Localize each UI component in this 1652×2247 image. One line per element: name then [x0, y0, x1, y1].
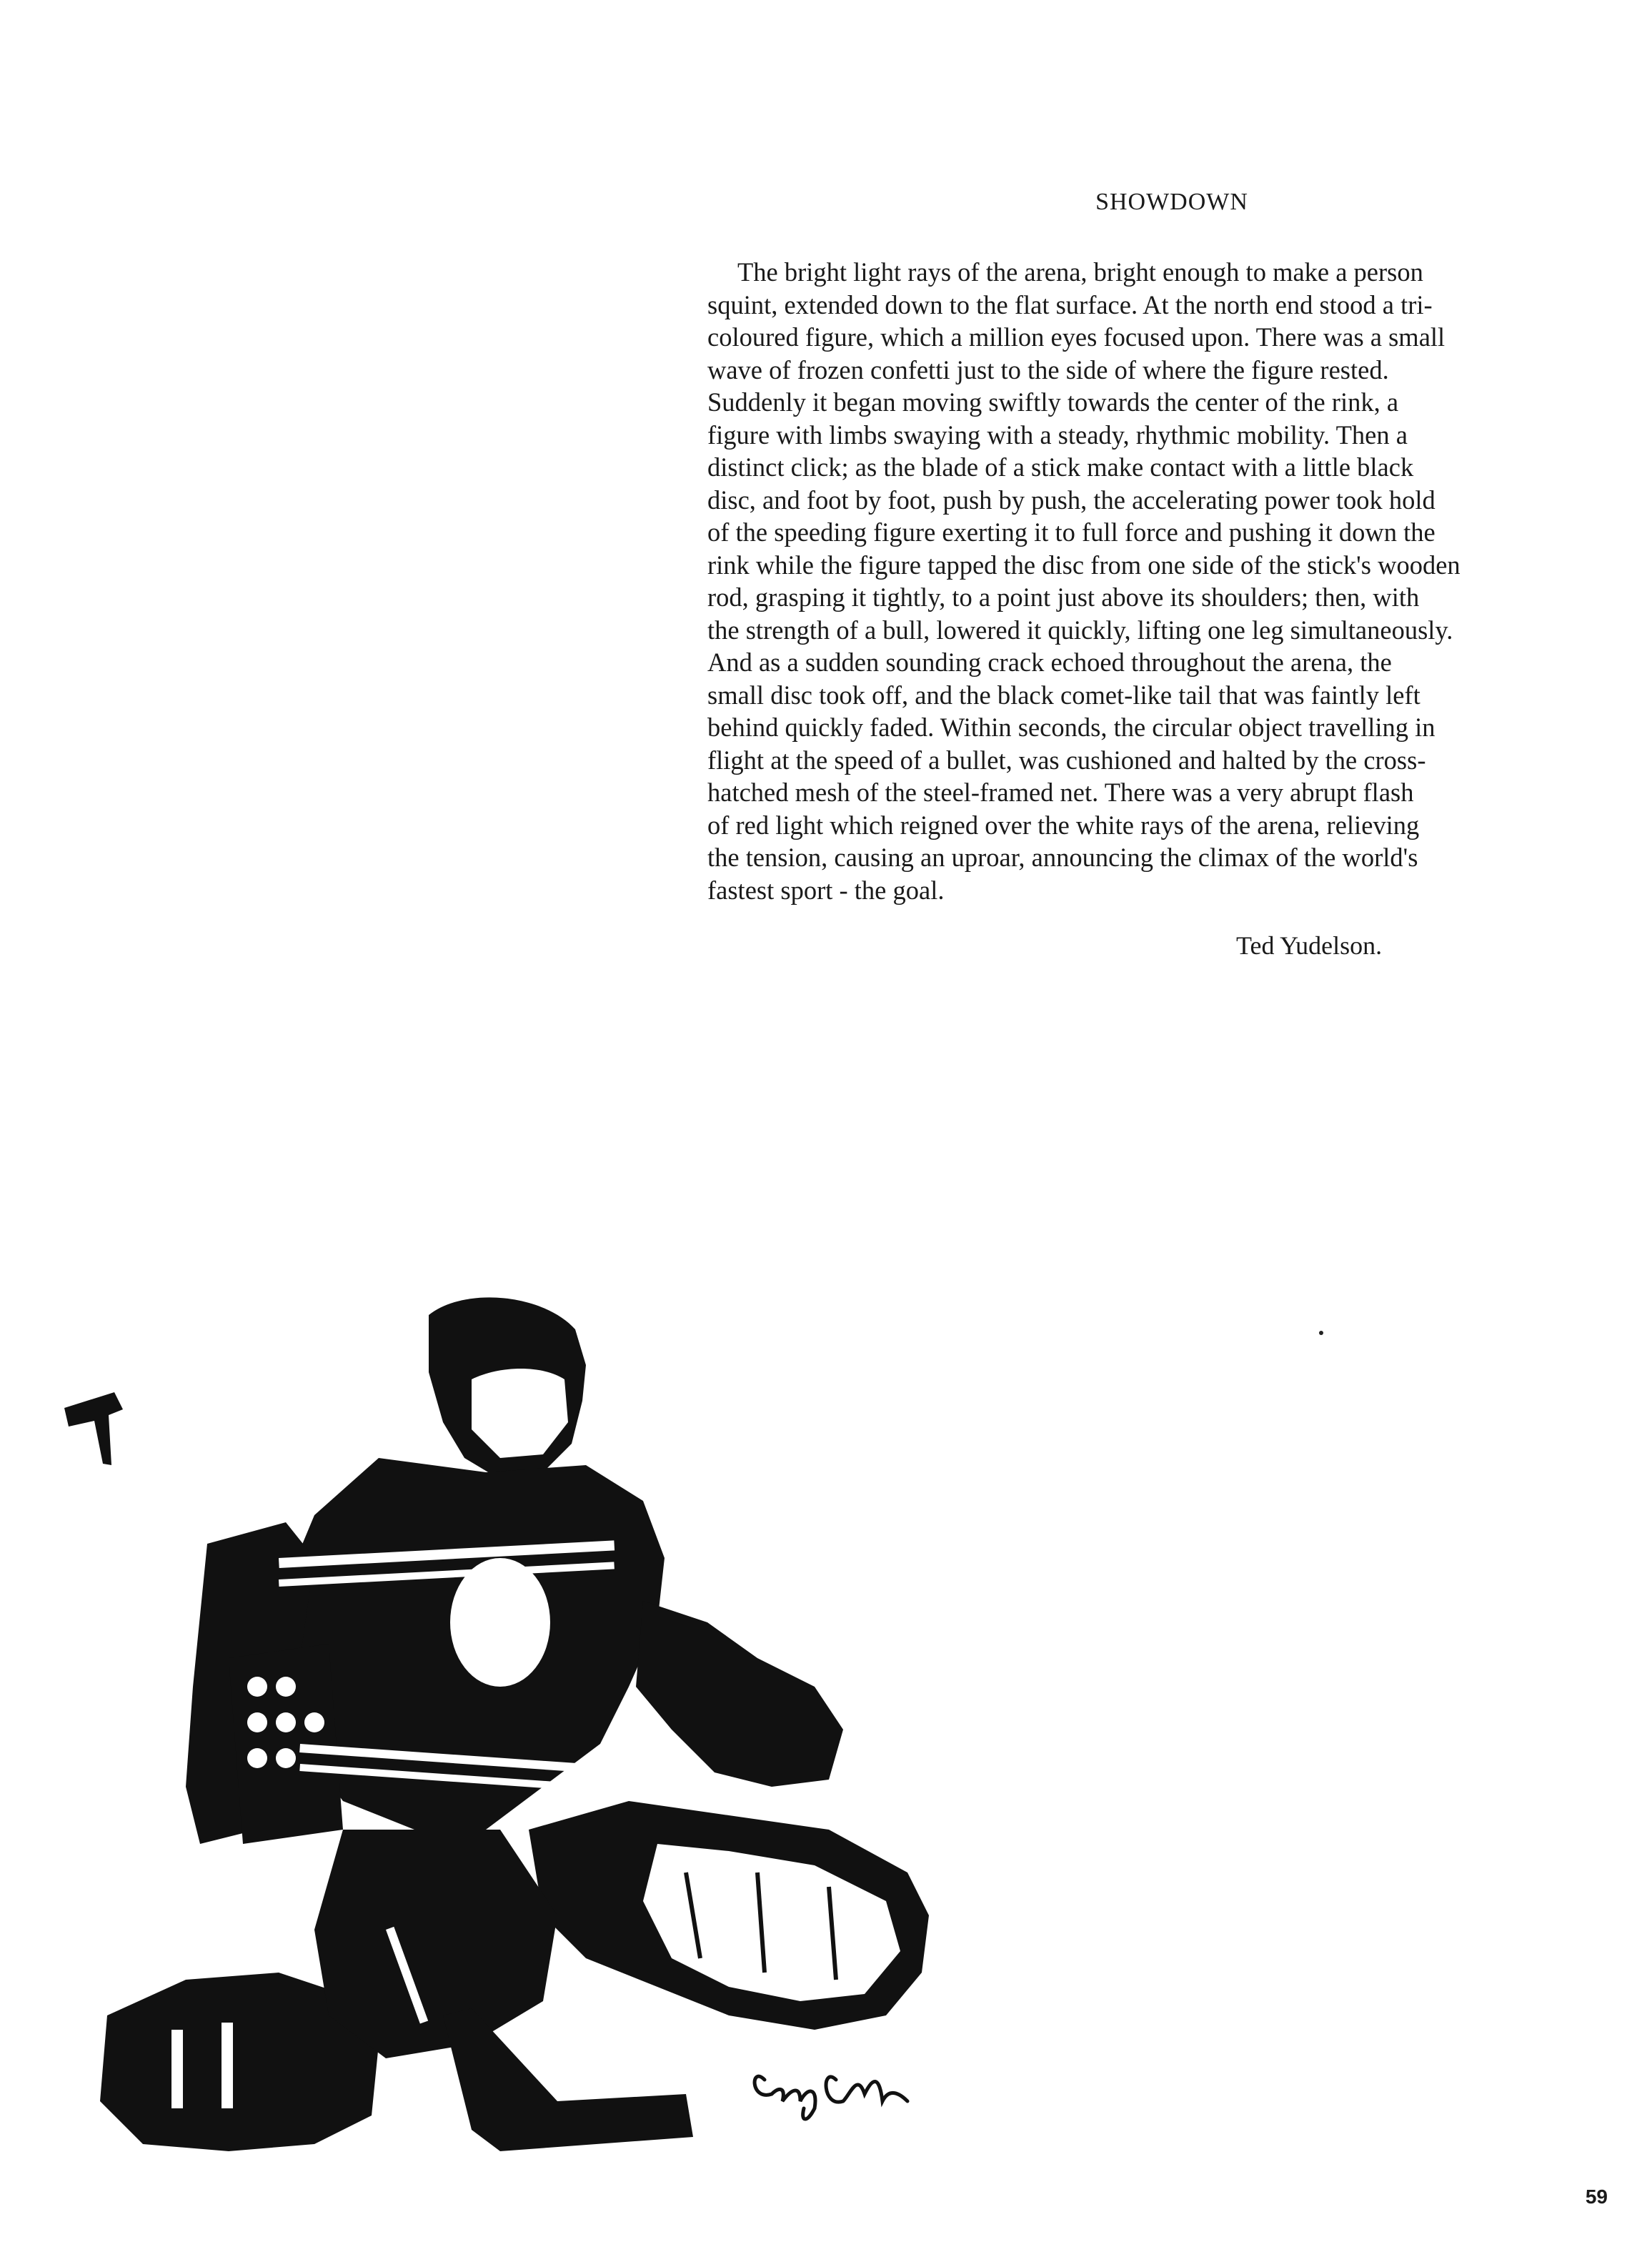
blocker-detail [247, 1748, 267, 1768]
story-line: squint, extended down to the flat surface. At the north end stood a tri- [707, 289, 1433, 319]
blocker-detail [276, 1748, 296, 1768]
blocker-detail [304, 1712, 324, 1732]
blocker-detail [276, 1712, 296, 1732]
story-line: of the speeding figure exerting it to full force and pushing it down the [707, 517, 1435, 547]
story-line: figure with limbs swaying with a steady, rhythmic mobility. Then a [707, 420, 1408, 450]
goalie-illustration [43, 1286, 1043, 2187]
story-body [707, 256, 1572, 906]
signature-stroke [755, 2076, 815, 2119]
jersey-crest [450, 1558, 550, 1687]
story-line: And as a sudden sounding crack echoed throughout the arena, the [707, 648, 1392, 677]
story-line: coloured figure, which a million eyes focused upon. There was a small [707, 322, 1446, 352]
story-line: rod, grasping it tightly, to a point just above its shoulders; then, with [707, 582, 1420, 612]
goalie-pants [314, 1830, 557, 2058]
left-pad-stripe [222, 2023, 233, 2108]
story-line: wave of frozen confetti just to the side of where the figure rested. [707, 354, 1389, 385]
goalie-catch-glove [636, 1601, 843, 1787]
story-line: Suddenly it began moving swiftly towards the center of the rink, a [707, 387, 1399, 417]
story-line: hatched mesh of the steel-framed net. There was a very abrupt flash [707, 778, 1414, 807]
story-line: rink while the figure tapped the disc from one side of the stick's wooden [707, 550, 1461, 580]
ink-speck [1319, 1331, 1323, 1335]
story-author: Ted Yudelson. [1236, 931, 1383, 960]
goalie-stick [443, 2008, 693, 2151]
blocker-detail [276, 1677, 296, 1697]
story-line: the strength of a bull, lowered it quickly, lifting one leg simultaneously. [707, 615, 1453, 645]
blocker-detail [247, 1677, 267, 1697]
story-line: flight at the speed of a bullet, was cushioned and halted by the cross- [707, 745, 1426, 775]
story-line: distinct click; as the blade of a stick make contact with a little black [707, 452, 1414, 482]
story-line: behind quickly faded. Within seconds, the circular object travelling in [707, 713, 1435, 742]
story-title: SHOWDOWN [1095, 189, 1248, 215]
story-line: the tension, causing an uproar, announcing the climax of the world's [707, 843, 1418, 872]
story-line: fastest sport - the goal. [707, 875, 945, 905]
signature-stroke [826, 2077, 907, 2102]
left-pad-stripe [171, 2030, 183, 2108]
blocker-detail [247, 1712, 267, 1732]
ink-mark [64, 1392, 123, 1465]
artist-signature [755, 2076, 907, 2119]
story-line: The bright light rays of the arena, bright enough to make a person [737, 257, 1423, 287]
story-line: disc, and foot by foot, push by push, the accelerating power took hold [707, 485, 1435, 515]
page-number: 59 [1585, 2186, 1608, 2208]
story-line: of red light which reigned over the white rays of the arena, relieving [707, 810, 1420, 840]
story-line: small disc took off, and the black comet-like tail that was faintly left [707, 680, 1420, 710]
goalie-blocker [229, 1644, 343, 1844]
